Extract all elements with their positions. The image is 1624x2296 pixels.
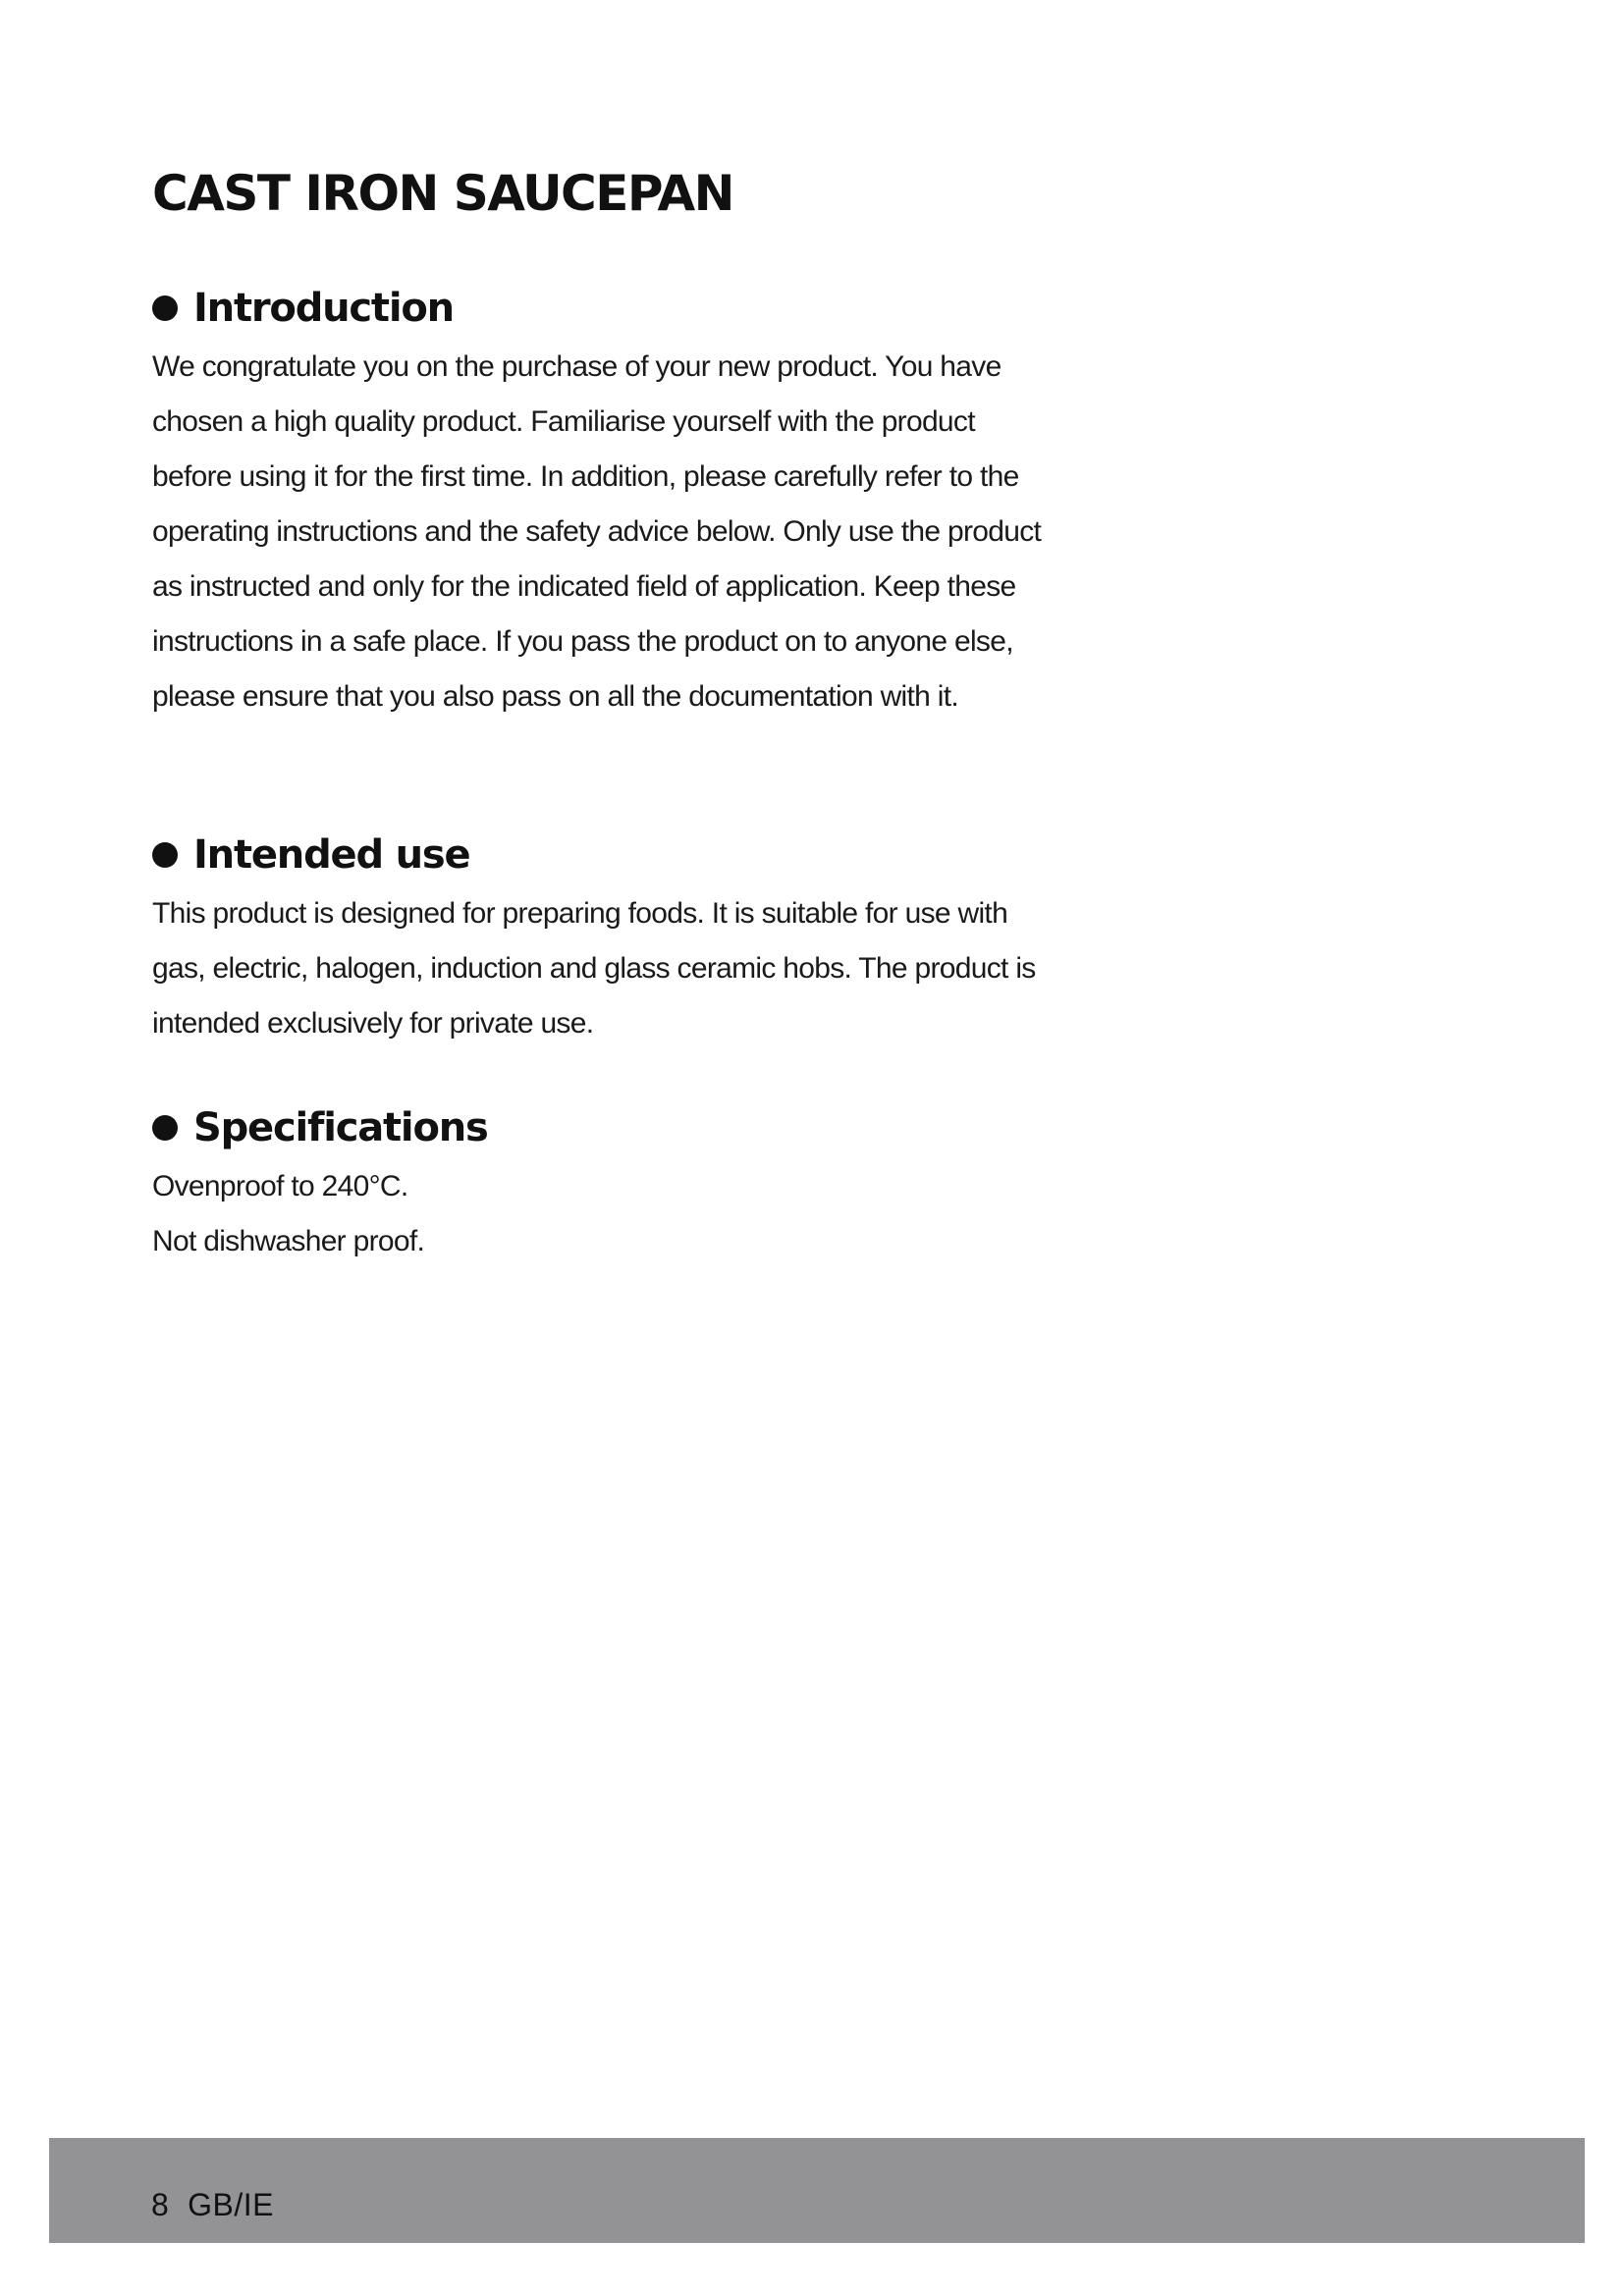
section-heading-label: Intended use [193, 832, 470, 878]
introduction-paragraph: We congratulate you on the purchase of your new product. You have chosen a high quality product. Familiarise yourself with the product before using it for the first time. In addition, please carefully refer to the operating instructions and the safety advice below. Only use the product as instructed and only for the indicated field of application. Keep these instructions in a safe place. If you pass the product on to anyone else, please ensure that you also pass on all the documentation with it. [152, 350, 1042, 713]
footer-label [151, 2187, 274, 2223]
section-heading-intended-use [152, 829, 1095, 881]
section-heading-label: Introduction [193, 286, 454, 331]
section-heading-introduction [152, 283, 1095, 334]
locale-code: GB/IE [188, 2187, 274, 2222]
specifications-list [152, 1159, 1095, 1269]
bullet-icon [152, 1115, 178, 1141]
spec-line-dishwasher: Not dishwasher proof. [152, 1225, 425, 1257]
section-specifications [152, 1102, 1095, 1269]
page-number: 8 [151, 2187, 170, 2222]
bullet-icon [152, 842, 178, 868]
page-title: CAST IRON SAUCEPAN [152, 165, 733, 222]
section-heading-specifications [152, 1102, 1095, 1153]
intended-use-paragraph: This product is designed for preparing foods. It is suitable for use with gas, electric, halogen, induction and glass ceramic hobs. The product is intended exclusively for private use. [152, 897, 1036, 1040]
section-intended-use [152, 829, 1095, 1051]
spec-line-ovenproof: Ovenproof to 240°C. [152, 1170, 408, 1202]
bullet-icon [152, 295, 178, 321]
section-heading-label: Specifications [193, 1105, 488, 1150]
section-introduction [152, 283, 1095, 724]
footer-bar [49, 2138, 1585, 2243]
